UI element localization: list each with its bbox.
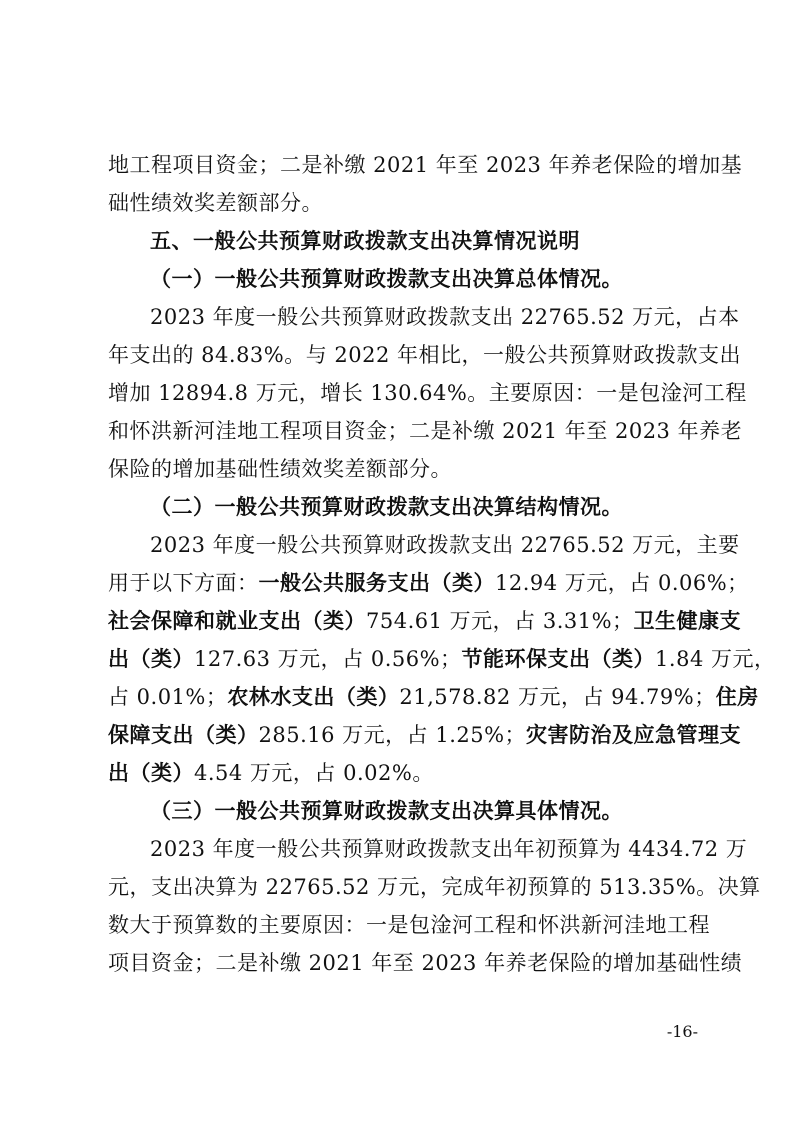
text-run: 4.54 万元，占 0.02%。: [194, 761, 434, 785]
category-label: 节能环保支出（类）: [461, 647, 656, 671]
subsection-heading: （二）一般公共预算财政拨款支出决算结构情况。: [150, 495, 623, 519]
paragraph-line: 2023 年度一般公共预算财政拨款支出 22765.52 万元，主要: [150, 533, 740, 557]
document-body: [108, 146, 776, 982]
category-label: 出（类）: [108, 761, 194, 785]
text-run: 127.63 万元，占 0.56%；: [194, 647, 462, 671]
category-label: 出（类）: [108, 647, 194, 671]
text-run: 用于以下方面：: [108, 571, 259, 595]
text-run: 占 0.01%；: [108, 685, 228, 709]
paragraph-line: [108, 640, 776, 678]
paragraph-line: 础性绩效奖差额部分。: [108, 191, 323, 215]
paragraph-line: 增加 12894.8 万元，增长 130.64%。主要原因：一是包淦河工程: [108, 381, 747, 405]
subsection-heading: （三）一般公共预算财政拨款支出决算具体情况。: [150, 799, 623, 823]
text-run: 1.84 万元，: [655, 647, 776, 671]
paragraph-line: [108, 716, 742, 754]
paragraph-line: 和怀洪新河洼地工程项目资金；二是补缴 2021 年至 2023 年养老: [108, 419, 743, 443]
paragraph-line: [108, 564, 749, 602]
category-label: 保障支出（类）: [108, 723, 259, 747]
paragraph-line: 2023 年度一般公共预算财政拨款支出 22765.52 万元，占本: [150, 305, 740, 329]
text-run: 754.61 万元，占 3.31%；: [366, 609, 634, 633]
paragraph-line: 元，支出决算为 22765.52 万元，完成年初预算的 513.35%。决算: [108, 875, 761, 899]
section-heading: 五、一般公共预算财政拨款支出决算情况说明: [150, 229, 580, 253]
text-run: 21,578.82 万元，占 94.79%；: [399, 685, 716, 709]
category-label: 农林水支出（类）: [227, 685, 400, 709]
category-label: 社会保障和就业支出（类）: [108, 609, 366, 633]
paragraph-line: [108, 754, 688, 792]
category-label: 一般公共服务支出（类）: [258, 571, 495, 595]
text-run: 285.16 万元，占 1.25%；: [258, 723, 527, 747]
paragraph-line: 保险的增加基础性绩效奖差额部分。: [108, 457, 452, 481]
category-label: 住房: [715, 685, 759, 709]
subsection-heading: （一）一般公共预算财政拨款支出决算总体情况。: [150, 267, 623, 291]
paragraph-line: 项目资金；二是补缴 2021 年至 2023 年养老保险的增加基础性绩: [108, 951, 743, 975]
paragraph-line: [108, 678, 759, 716]
category-label: 灾害防治及应急管理支: [526, 723, 742, 747]
paragraph-line: 年支出的 84.83%。与 2022 年相比，一般公共预算财政拨款支出: [108, 343, 742, 367]
category-label: 卫生健康支: [633, 609, 742, 633]
paragraph-line: 地工程项目资金；二是补缴 2021 年至 2023 年养老保险的增加基: [108, 153, 743, 177]
paragraph-line: [108, 602, 742, 640]
page-number: -16-: [666, 1022, 698, 1041]
paragraph-line: 2023 年度一般公共预算财政拨款支出年初预算为 4434.72 万: [150, 837, 748, 861]
text-run: 12.94 万元，占 0.06%；: [495, 571, 749, 595]
paragraph-line: 数大于预算数的主要原因：一是包淦河工程和怀洪新河洼地工程: [108, 913, 710, 937]
